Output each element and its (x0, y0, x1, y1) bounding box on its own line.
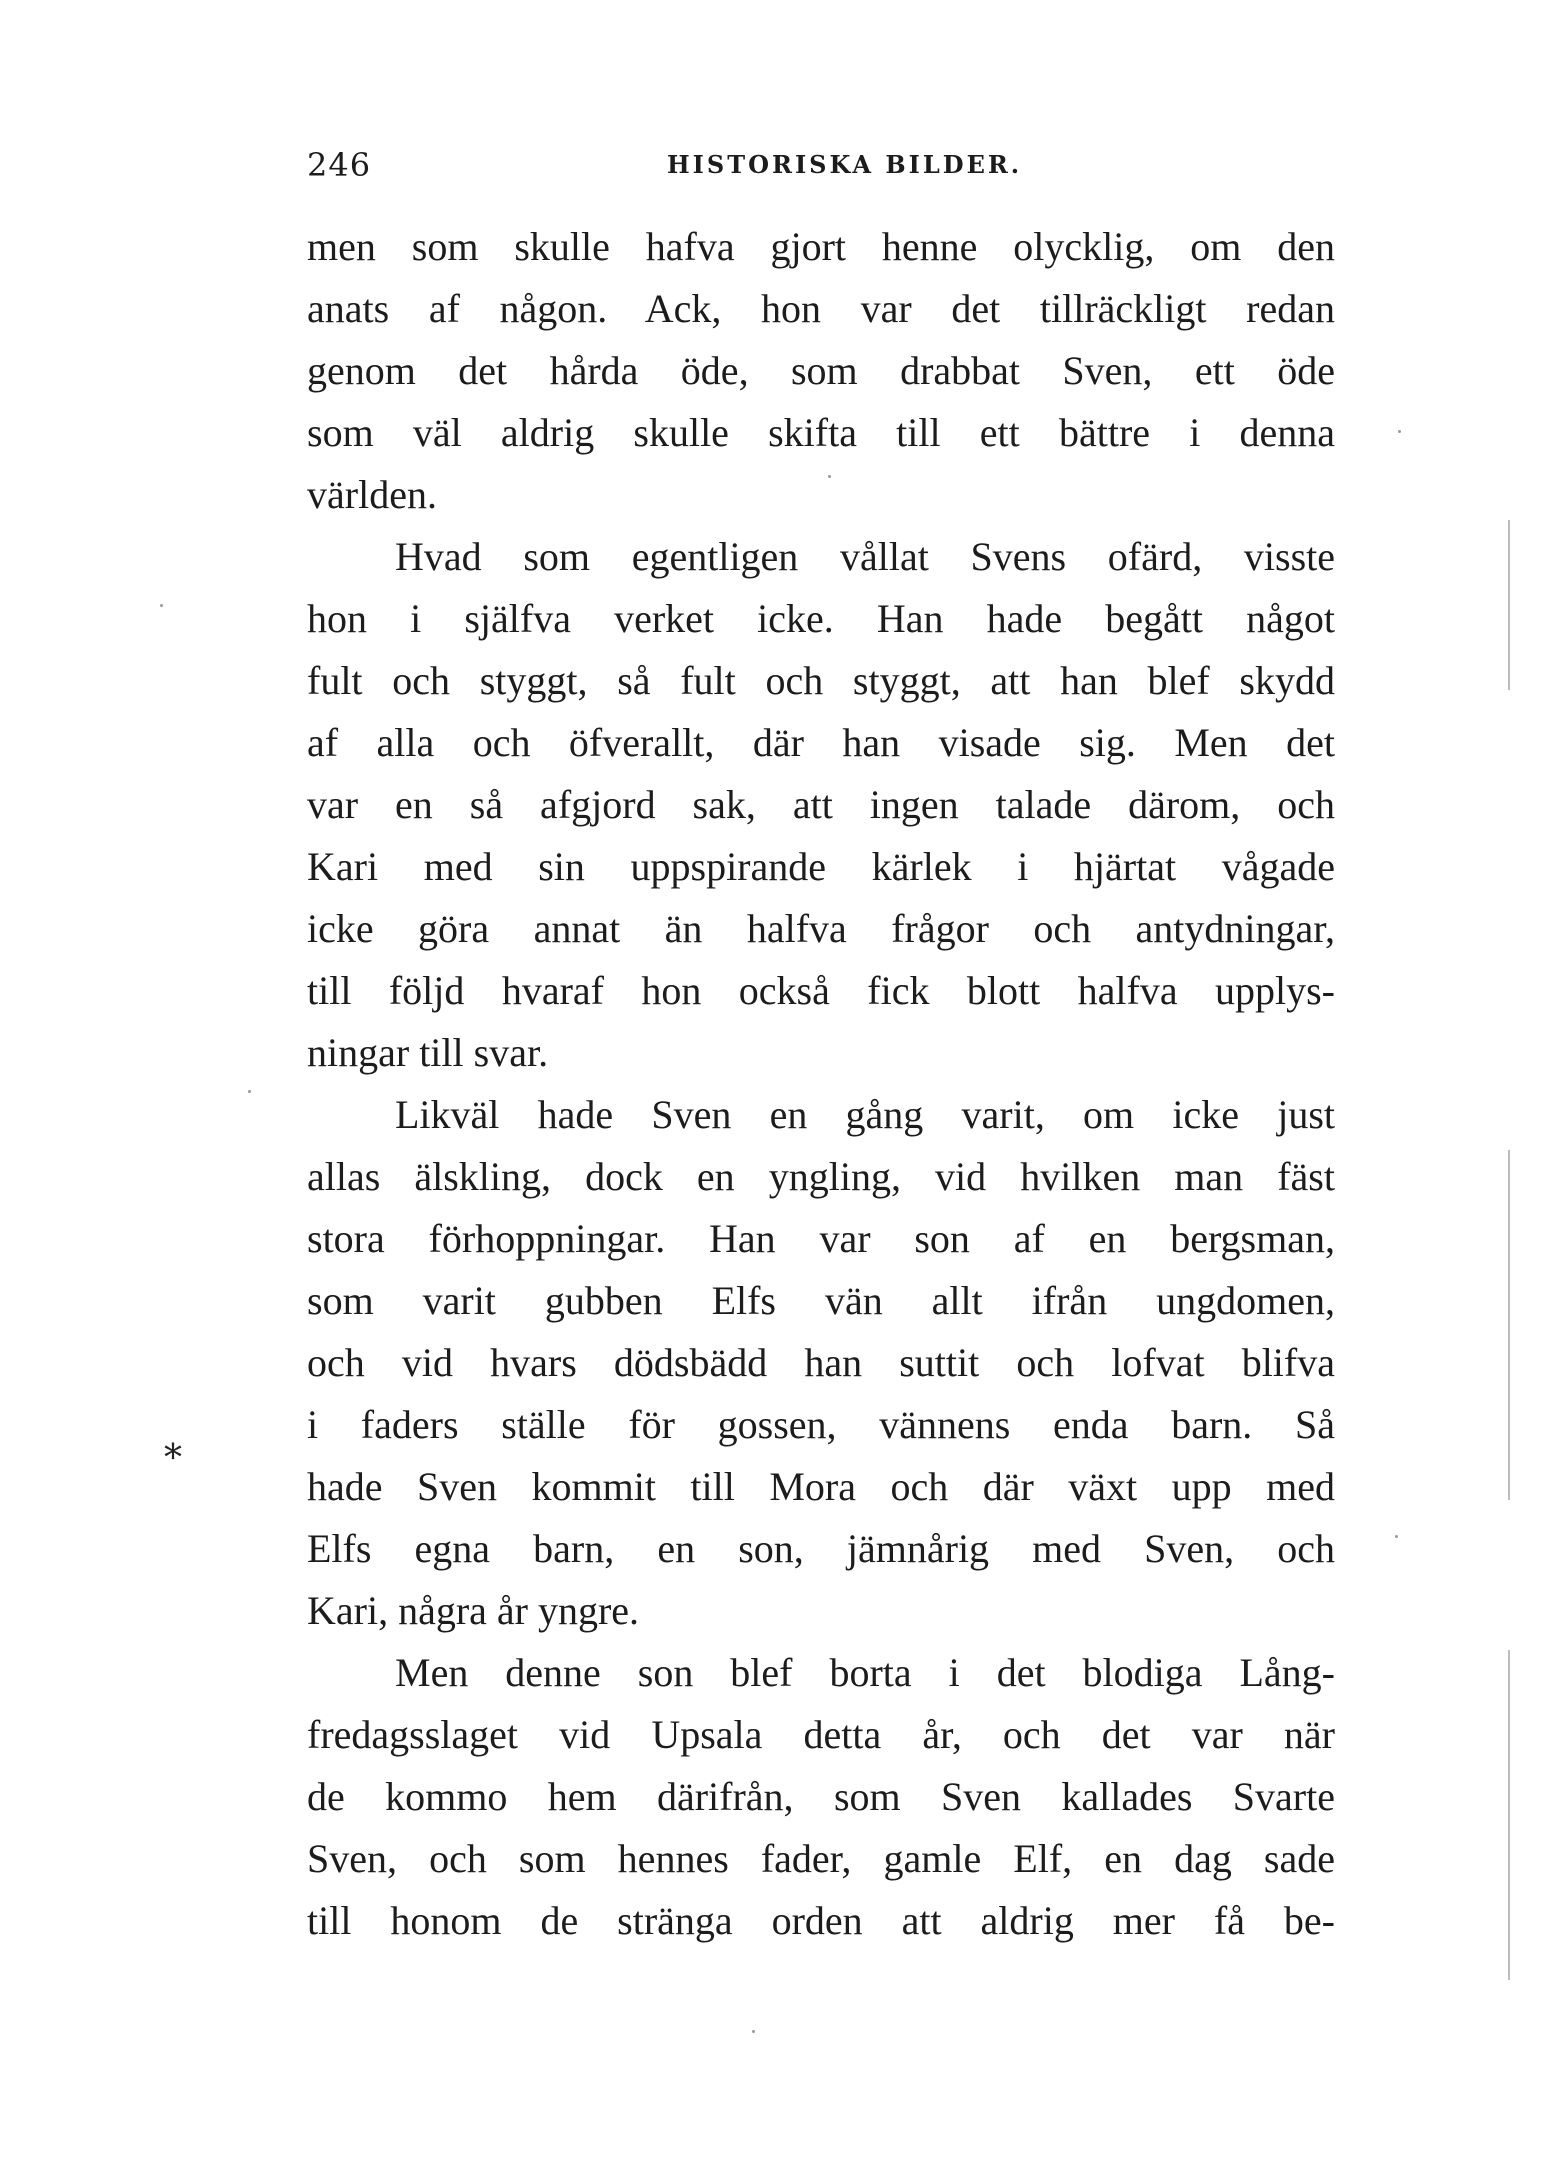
text-line: hon i själfva verket icke. Han hade begått något (307, 596, 1335, 641)
text-line: Kari, några år yngre. (307, 1588, 640, 1633)
text-line: icke göra annat än halfva frågor och antydningar, (307, 906, 1335, 951)
scan-speck (160, 604, 163, 607)
text-line: som väl aldrig skulle skifta till ett bättre i denna (307, 410, 1335, 455)
text-line: af alla och öfverallt, där han visade sig. Men det (307, 720, 1335, 765)
text-line: Kari med sin uppspirande kärlek i hjärtat vågade (307, 844, 1335, 889)
scan-edge-line (1508, 1650, 1510, 1980)
running-title: HISTORISKA BILDER. (667, 150, 1023, 179)
text-line: genom det hårda öde, som drabbat Sven, ett öde (307, 348, 1335, 393)
scan-speck (1395, 1535, 1398, 1538)
text-line: men som skulle hafva gjort henne olycklig, om den (307, 224, 1335, 269)
scan-edge-line (1508, 520, 1510, 690)
text-line: Likväl hade Sven en gång varit, om icke just (395, 1092, 1335, 1137)
text-line: anats af någon. Ack, hon var det tillräckligt redan (307, 286, 1335, 331)
margin-mark: * (164, 1438, 182, 1479)
page-number: 246 (307, 146, 372, 184)
text-line: stora förhoppningar. Han var son af en bergsman, (307, 1216, 1335, 1261)
text-line: hade Sven kommit till Mora och där växt upp med (307, 1464, 1335, 1509)
text-line: till honom de stränga orden att aldrig mer få be- (307, 1898, 1335, 1943)
text-line: var en så afgjord sak, att ingen talade därom, och (307, 782, 1335, 827)
text-line: Elfs egna barn, en son, jämnårig med Sven, och (307, 1526, 1335, 1571)
text-line: världen. (307, 472, 437, 517)
body-text (307, 216, 1335, 1952)
text-line: Hvad som egentligen vållat Svens ofärd, visste (395, 534, 1335, 579)
text-line: Men denne son blef borta i det blodiga Lång- (395, 1650, 1335, 1695)
scan-speck (752, 2030, 755, 2033)
text-line: ningar till svar. (307, 1030, 549, 1075)
scan-speck (248, 1090, 251, 1093)
scan-speck (828, 475, 831, 478)
text-line: de kommo hem därifrån, som Sven kallades Svarte (307, 1774, 1335, 1819)
running-head (307, 146, 1335, 186)
text-line: i faders ställe för gossen, vännens enda barn. Så (307, 1402, 1335, 1447)
text-line: allas älskling, dock en yngling, vid hvilken man fäst (307, 1154, 1335, 1199)
text-line: Sven, och som hennes fader, gamle Elf, en dag sade (307, 1836, 1335, 1881)
text-line: fult och styggt, så fult och styggt, att han blef skydd (307, 658, 1335, 703)
text-line: fredagsslaget vid Upsala detta år, och det var när (307, 1712, 1335, 1757)
scan-speck (1398, 430, 1401, 433)
text-line: och vid hvars dödsbädd han suttit och lofvat blifva (307, 1340, 1335, 1385)
text-line: som varit gubben Elfs vän allt ifrån ungdomen, (307, 1278, 1335, 1323)
scan-edge-line (1508, 1150, 1510, 1500)
text-line: till följd hvaraf hon också fick blott halfva upplys- (307, 968, 1335, 1013)
